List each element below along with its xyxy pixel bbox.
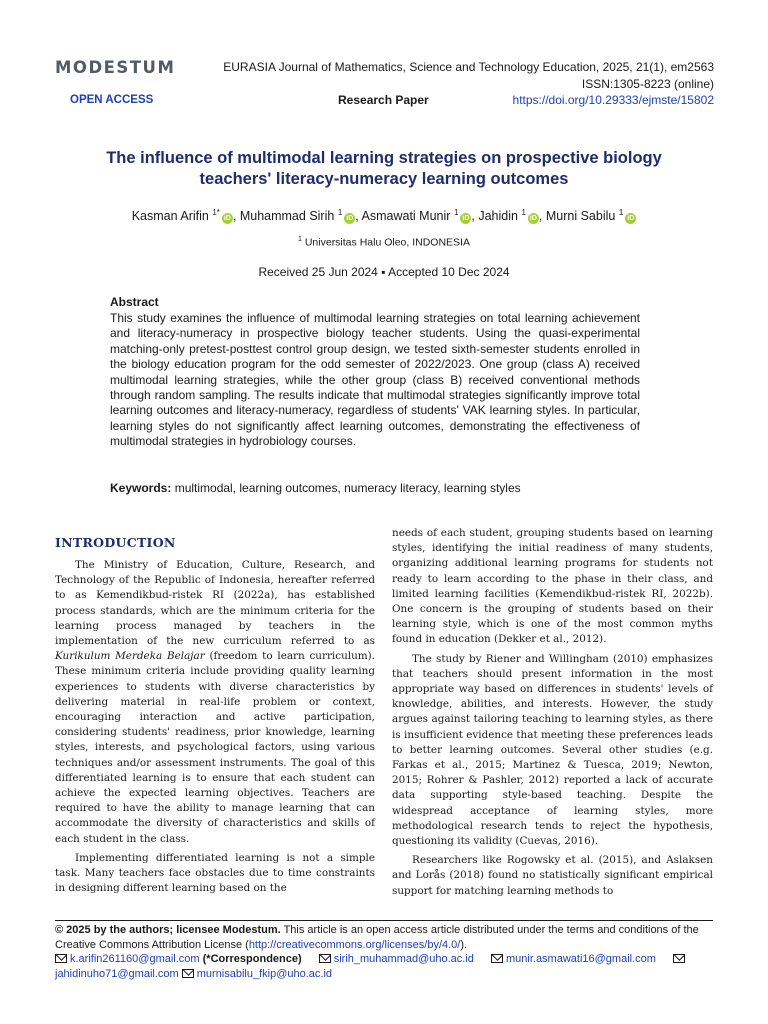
right-column bbox=[392, 526, 713, 903]
title-line-2: teachers' literacy-numeracy learning outcomes bbox=[199, 170, 569, 188]
intro-paragraph-1 bbox=[55, 558, 375, 847]
publisher-logo: MODESTUM bbox=[55, 58, 176, 77]
envelope-icon bbox=[55, 954, 67, 963]
orcid-icon[interactable]: iD bbox=[223, 215, 231, 223]
author-list: Kasman Arifin $^{1*}$iD , Muhammad Sirih $^1$iD , Asmawati Munir $^1$iD , Jahidin $^1$iD , Murni Sabilu $^1$iD bbox=[131, 208, 635, 224]
license-bold: © 2025 by the authors; licensee Modestum. bbox=[55, 924, 281, 936]
author-name: Jahidin bbox=[478, 209, 518, 224]
envelope-icon bbox=[491, 954, 503, 963]
license-end: ). bbox=[460, 939, 468, 951]
doi-link[interactable]: https://doi.org/10.29333/ejmste/15802 bbox=[512, 93, 714, 107]
intro-paragraph-4: The study by Riener and Willingham (2010) emphasizes that teachers should present information in the most appropriate way based on differences in students' levels of knowledge, abilities, and interests. However, the study argues against tailoring teaching to learning styles, as there is insufficient evidence that meeting these preferences leads to better learning outcomes. Several other studies (e.g. Farkas et al., 2015; Martinez & Tuesca, 2019; Newton, 2015; Rohrer & Pashler, 2012) reported a lack of accurate data supporting style-based teaching. Despite the widespread acceptance of learning styles, more methodological research tends to reject the hypothesis, questioning its validity (Cuevas, 2016). bbox=[392, 652, 713, 848]
article-type: Research Paper bbox=[338, 93, 429, 107]
abstract-text: This study examines the influence of multimodal learning strategies on total learning achievement and literacy-numeracy in prospective biology teacher students. Using the quasi-experimental matching-only pretest-posttest control group design, we tested sixth-semester students enrolled in the biology education program for the odd semester of 2022/2023. One group (class A) received multimodal learning strategies, while the other group (class B) received conventional methods through random sampling. The results indicate that multimodal strategies significantly improve total learning outcomes and literacy-numeracy, regardless of students' VAK learning styles. In particular, learning styles do not significantly affect learning outcomes, demonstrating the effectiveness of multimodal strategies in hydrobiology courses. bbox=[110, 311, 640, 449]
intro-p1-text-b: (freedom to learn curriculum). These minimum criteria include providing quality learning experiences to students with diverse characteristics by delivering material in real-life problem or context, encouraging interaction and active participation, considering students' readiness, prior knowledge, learning styles, interests, and psychological factors, using various techniques and/or assessment instruments. The goal of this differentiated learning is to ensure that each student can achieve the expected learning objectives. Teachers are required to have the ability to manage learning that can accommodate the diversity of characteristics and skills of each student in the class. bbox=[55, 650, 375, 845]
orcid-icon[interactable]: iD bbox=[462, 215, 470, 223]
email-link[interactable]: murnisabilu_fkip@uho.ac.id bbox=[196, 968, 333, 980]
affiliation-text: Universitas Halu Oleo, INDONESIA bbox=[304, 236, 470, 249]
open-access-label: OPEN ACCESS bbox=[70, 94, 154, 106]
intro-paragraph-2: Implementing differentiated learning is not a simple task. Many teachers face obstacles due to time constraints in designing different learning based on the bbox=[55, 851, 375, 895]
intro-paragraph-3: needs of each student, grouping students based on learning styles, identifying the initial readiness of many students, organizing additional learning programs for students not ready to learn according to the phase in their class, and limited learning facilities (Kemendikbud-ristek RI, 2022b). One concern is the grouping of students based on their learning style, which is one of the most common myths found in education (Dekker et al., 2012). bbox=[392, 527, 713, 646]
author-sup: 1* bbox=[212, 208, 220, 217]
license-notice bbox=[55, 923, 715, 953]
author-sup: 1 bbox=[453, 208, 459, 217]
author-name: Kasman Arifin bbox=[131, 209, 209, 224]
email-link[interactable]: k.arifin261160@gmail.com bbox=[70, 953, 200, 965]
email-link[interactable]: sirih_muhammad@uho.ac.id bbox=[333, 953, 474, 965]
envelope-icon bbox=[182, 969, 194, 978]
orcid-icon[interactable]: iD bbox=[627, 215, 635, 223]
intro-p1-italic: Kurikulum Merdeka Belajar bbox=[55, 650, 205, 663]
received-accepted-dates: Received 25 Jun 2024 ▪ Accepted 10 Dec 2024 bbox=[258, 265, 510, 279]
author-sup: 1 bbox=[337, 208, 343, 217]
license-link[interactable]: http://creativecommons.org/licenses/by/4.0/ bbox=[248, 939, 461, 951]
intro-p1-text-a: The Ministry of Education, Culture, Research, and Technology of the Republic of Indonesia, hereafter referred to as Kemendikbud-ristek RI (2022a), has established process standards, which are the minimum criteria for the learning process managed by teachers in the implementation of the new curriculum referred to as bbox=[55, 559, 375, 648]
envelope-icon bbox=[319, 954, 331, 963]
section-heading-introduction: INTRODUCTION bbox=[55, 535, 176, 550]
keywords-text: multimodal, learning outcomes, numeracy literacy, learning styles bbox=[174, 481, 521, 495]
footer-divider bbox=[55, 920, 713, 921]
keywords-label: Keywords: bbox=[110, 481, 172, 495]
author-emails bbox=[55, 952, 715, 982]
orcid-icon[interactable]: iD bbox=[346, 215, 354, 223]
affiliation-sup: 1 bbox=[298, 236, 302, 243]
author-name: Asmawati Munir bbox=[361, 209, 451, 224]
author-sup: 1 bbox=[521, 208, 526, 217]
author-name: Muhammad Sirih bbox=[239, 209, 335, 224]
paper-title bbox=[60, 148, 708, 190]
keywords bbox=[110, 481, 670, 495]
envelope-icon bbox=[673, 954, 685, 963]
author-sup: 1 bbox=[618, 208, 624, 217]
email-link[interactable]: jahidinuho71@gmail.com bbox=[55, 968, 179, 980]
abstract-heading: Abstract bbox=[110, 295, 159, 309]
issn: ISSN:1305-8223 (online) bbox=[581, 77, 714, 91]
license-text: This article is an open access article distributed under the terms and conditions of the Creative Commons Attribution License ( bbox=[55, 924, 699, 951]
orcid-icon[interactable]: iD bbox=[529, 215, 537, 223]
email-link[interactable]: munir.asmawati16@gmail.com bbox=[505, 953, 656, 965]
intro-paragraph-5: Researchers like Rogowsky et al. (2015), and Aslaksen and Lorås (2018) found no statistically significant empirical support for matching learning methods to bbox=[392, 854, 713, 897]
title-line-1: The influence of multimodal learning strategies on prospective biology bbox=[106, 149, 662, 167]
journal-citation: EURASIA Journal of Mathematics, Science and Technology Education, 2025, 21(1), em2563 bbox=[223, 60, 714, 74]
left-column bbox=[55, 558, 375, 900]
author-name: Murni Sabilu bbox=[545, 209, 616, 224]
correspondence-note: (*Correspondence) bbox=[202, 953, 302, 965]
affiliation bbox=[40, 236, 728, 249]
